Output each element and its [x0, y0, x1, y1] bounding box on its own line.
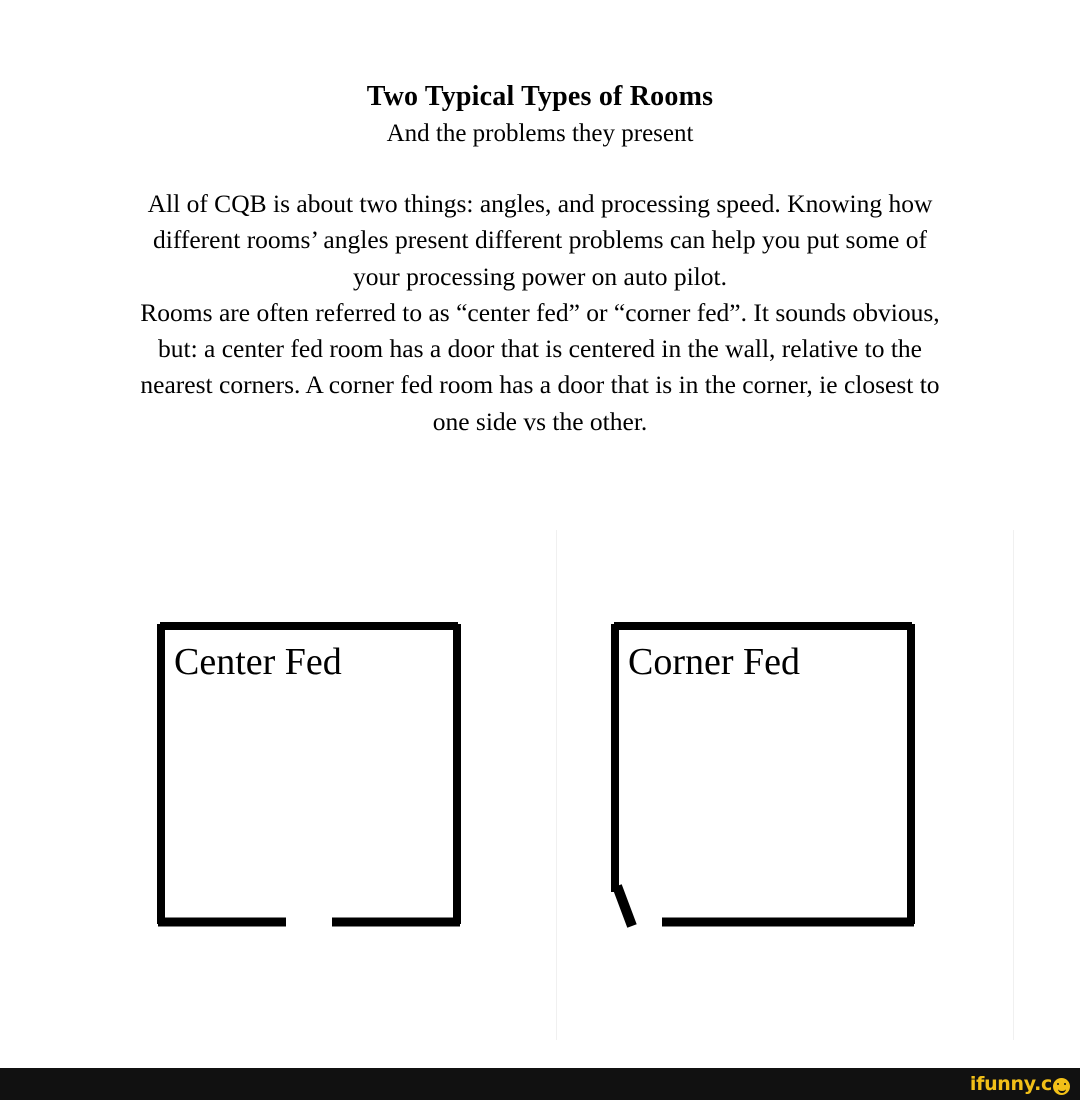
body-paragraph-2: Rooms are often referred to as “center fed” or “corner fed”. It sounds obvious, but: a center fed room has a door that is centered in the wall, relative to the nearest corners. A corner fed room has a door that is in the corner, ie closest to one side vs the other.	[140, 297, 940, 436]
watermark-text: ifunny.c	[969, 1073, 1052, 1095]
smiley-face-icon	[1053, 1078, 1070, 1095]
center-fed-room-diagram	[156, 622, 462, 930]
page-subtitle: And the problems they present	[386, 120, 694, 147]
corner-fed-label: Corner Fed	[628, 641, 801, 683]
diagram-area	[0, 612, 1080, 942]
ifunny-watermark	[970, 1072, 1070, 1096]
body-text	[130, 186, 950, 440]
center-fed-label: Center Fed	[174, 641, 342, 683]
corner-fed-room-diagram	[610, 622, 916, 930]
page-title: Two Typical Types of Rooms	[366, 81, 714, 112]
body-paragraph-1: All of CQB is about two things: angles, and processing speed. Knowing how different rooms’ angles present different problems can help you put some of your processing power on auto pilot.	[147, 189, 933, 291]
title-block	[0, 78, 1080, 152]
footer-bar	[0, 1068, 1080, 1100]
